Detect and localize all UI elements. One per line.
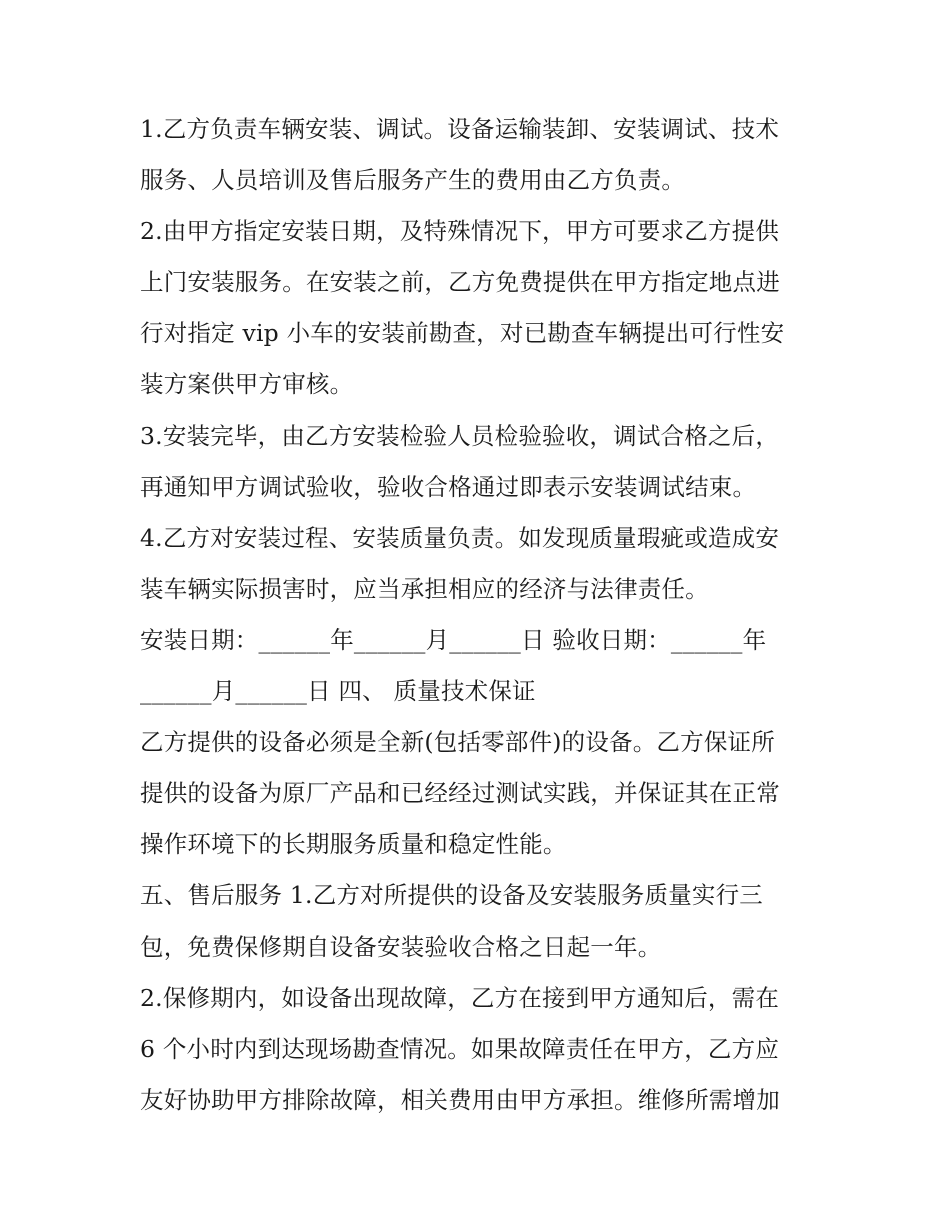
text-line: 包，免费保修期自设备安装验收合格之日起一年。 [140,932,662,961]
document-body [140,104,820,1126]
text-line: 再通知甲方调试验收，验收合格通过即表示安装调试结束。 [140,472,757,501]
text-line: 上门安装服务。在安装之前，乙方免费提供在甲方指定地点进 [140,268,780,297]
text-line: 乙方提供的设备必须是全新(包括零部件)的设备。乙方保证所 [140,728,775,757]
text-line: 行对指定 vip 小车的安装前勘查，对已勘查车辆提出可行性安 [140,319,785,348]
text-line: 3.安装完毕，由乙方安装检验人员检验验收，调试合格之后， [140,421,780,450]
text-line: 操作环境下的长期服务质量和稳定性能。 [140,830,567,859]
text-line: 装方案供甲方审核。 [140,370,354,399]
text-line: 2.由甲方指定安装日期，及特殊情况下，甲方可要求乙方提供 [140,217,780,246]
text-line: 1.乙方负责车辆安装、调试。设备运输装卸、安装调试、技术 [140,115,780,143]
date-fields-line: 安装日期：______年______月______日 验收日期：______年 [140,625,767,654]
text-line: 6 个小时内到达现场勘查情况。如果故障责任在甲方，乙方应 [140,1034,780,1063]
date-fields-line: ______月______日 四、 质量技术保证 [140,677,536,706]
text-line: 2.保修期内，如设备出现故障，乙方在接到甲方通知后，需在 [140,983,780,1012]
text-line: 装车辆实际损害时，应当承担相应的经济与法律责任。 [140,574,709,603]
text-line: 提供的设备为原厂产品和已经经过测试实践，并保证其在正常 [140,779,780,808]
text-line: 4.乙方对安装过程、安装质量负责。如发现质量瑕疵或造成安 [140,523,780,552]
text-line: 友好协助甲方排除故障，相关费用由甲方承担。维修所需增加 [140,1085,780,1114]
text-line: 服务、人员培训及售后服务产生的费用由乙方负责。 [140,166,686,195]
text-line: 五、售后服务 1.乙方对所提供的设备及安装服务质量实行三 [140,881,763,910]
